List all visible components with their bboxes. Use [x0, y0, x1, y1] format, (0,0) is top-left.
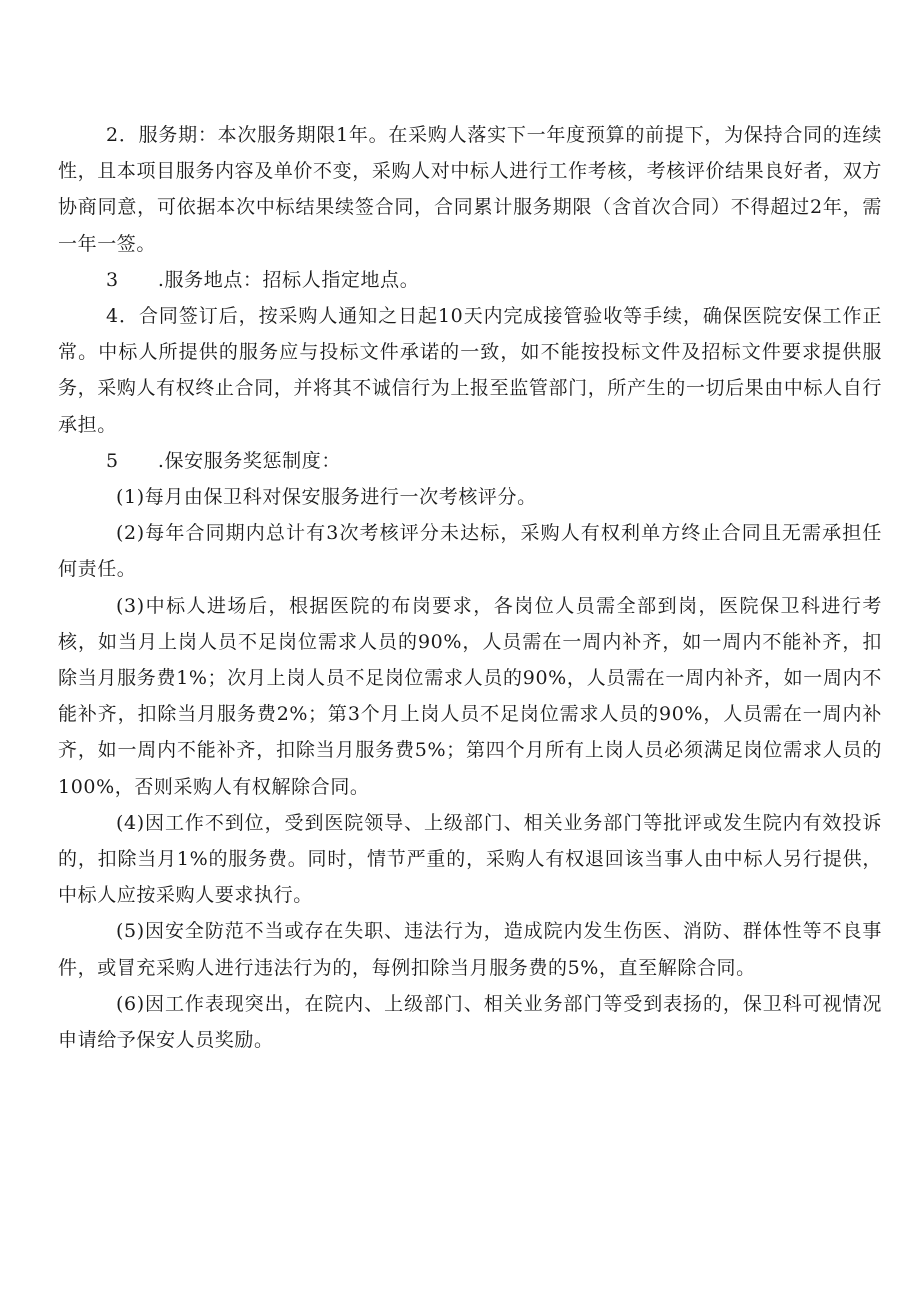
sub-clause-1: (1)每月由保卫科对保安服务进行一次考核评分。: [116, 486, 537, 509]
sub-clause-5: (5)因安全防范不当或存在失职、违法行为，造成院内发生伤医、消防、群体性等不良事件，或冒充采购人进行违法行为的，每例扣除当月服务费的5%，直至解除合同。: [58, 920, 882, 979]
sub-clause-4: (4)因工作不到位，受到医院领导、上级部门、相关业务部门等批评或发生院内有效投诉的，扣除当月1%的服务费。同时，情节严重的，采购人有权退回该当事人由中标人另行提供，中标人应按采购人要求执行。: [58, 811, 882, 907]
clause-5-reward-penalty-heading: 5 .保安服务奖惩制度：: [106, 449, 341, 472]
clause-4-contract-signing: 4．合同签订后，按采购人通知之日起10天内完成接管验收等手续，确保医院安保工作正常。中标人所提供的服务应与投标文件承诺的一致，如不能按投标文件及招标文件要求提供服务，采购人有权终止合同，并将其不诚信行为上报至监管部门，所产生的一切后果由中标人自行承担。: [58, 305, 882, 436]
sub-clause-6: (6)因工作表现突出，在院内、上级部门、相关业务部门等受到表扬的，保卫科可视情况申请给予保安人员奖励。: [58, 992, 882, 1052]
sub-clause-2: (2)每年合同期内总计有3次考核评分未达标，采购人有权利单方终止合同且无需承担任何责任。: [58, 522, 882, 581]
clause-3-service-location: 3 .服务地点：招标人指定地点。: [106, 268, 420, 291]
sub-clause-3: (3)中标人进场后，根据医院的布岗要求，各岗位人员需全部到岗，医院保卫科进行考核，如当月上岗人员不足岗位需求人员的90%，人员需在一周内补齐，如一周内不能补齐，扣除当月服务费1%；次月上岗人员不足岗位需求人员的90%，人员需在一周内补齐，如一周内不能补齐，扣除当月服务费2%；第3个月上岗人员不足岗位需求人员的90%，人员需在一周内补齐，如一周内不能补齐，扣除当月服务费5%；第四个月所有上岗人员必须满足岗位需求人员的100%，否则采购人有权解除合同。: [58, 594, 882, 798]
clause-2-service-period: 2．服务期：本次服务期限1年。在采购人落实下一年度预算的前提下，为保持合同的连续性，且本项目服务内容及单价不变，采购人对中标人进行工作考核，考核评价结果良好者，双方协商同意，可依据本次中标结果续签合同，合同累计服务期限（含首次合同）不得超过2年，需一年一签。: [58, 124, 882, 255]
